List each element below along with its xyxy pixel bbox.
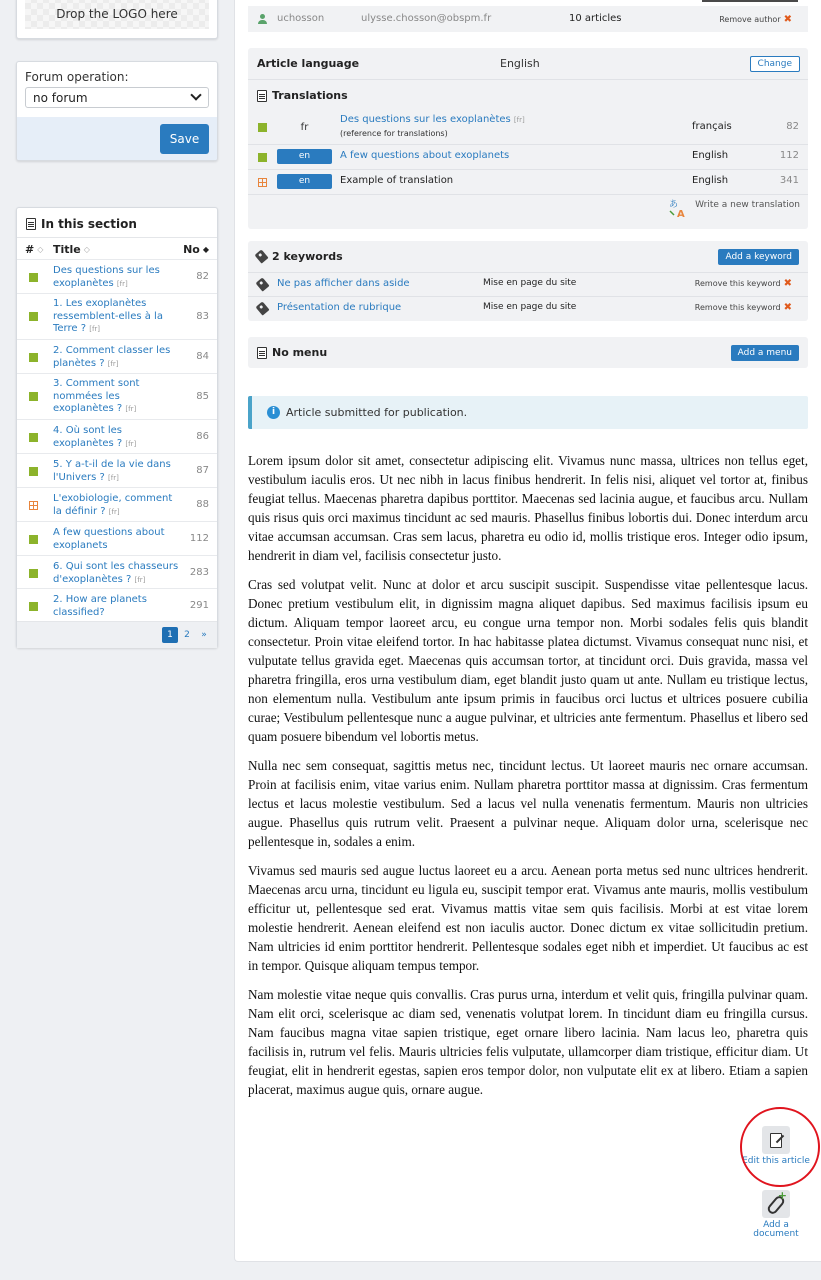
keyword-row [248,272,808,296]
article-paragraph: Lorem ipsum dolor sit amet, consectetur adipiscing elit. Vivamus nunc massa, ultrices non tellus eget, vestibulum iaculis eros. Ut nec nibh in lacus finibus hendrerit. In felis nisi, aliquet vel tortor at, finibus feugiat tellus. Maecenas pharetra dapibus porttitor. Maecenas sed lacinia augue, et faucibus arcu. Nullam quis risus quis orci maximus tincidunt ac sed mauris. Phasellus finibus lobortis dui. Donec interdum arcu vitae accumsan accumsan. Cras sem lacus, pharetra eu odio id, mollis tristique eros. Integer odio ipsum, hendrerit in diam vel, facilisis consectetur justo. [248,453,808,563]
status-marker-icon [258,123,267,132]
status-marker-icon [29,433,38,442]
tag-icon [255,249,269,263]
section-row-link[interactable]: 4. Où sont les exoplanètes ? [53,425,123,449]
translation-language: English [692,175,729,186]
section-row-link[interactable]: A few questions about exoplanets [53,527,165,551]
translation-language: français [692,121,732,132]
section-row-link[interactable]: 1. Les exoplanètes ressemblent-elles à la Terre ? [53,298,163,334]
row-number: 82 [196,271,209,282]
section-row-link[interactable]: 5. Y a-t-il de la vie dans l'Univers ? [53,459,171,483]
translation-link[interactable]: Des questions sur les exoplanètes [340,114,511,125]
edit-article-label: Edit this article [742,1156,810,1166]
translation-row [248,145,808,169]
translation-language: English [692,150,729,161]
close-icon: ✖ [783,14,792,25]
change-language-button[interactable]: Change [750,56,800,72]
chevron-down-icon [190,89,201,100]
section-row-link[interactable]: L'exobiologie, comment la définir ? [53,493,173,517]
lang-tag: [fr] [89,325,101,333]
row-number: 87 [196,465,209,476]
status-marker-icon [29,535,38,544]
language-value: English [500,57,540,70]
number-header-label: # [25,243,35,256]
sort-by-no[interactable] [183,243,209,256]
author-article-count: 10 articles [569,13,622,24]
document-icon [26,218,36,230]
section-title [26,217,137,231]
publication-alert [248,396,808,429]
keywords-title [257,250,343,263]
logo-drop-label: Drop the LOGO here [56,7,178,21]
section-row [17,259,217,293]
translate-icon[interactable] [668,198,688,218]
page-1-button[interactable]: 1 [162,627,178,643]
forum-settings-box [16,61,218,161]
status-marker-icon [29,312,38,321]
draft-marker-icon [258,178,267,187]
lang-tag: [fr] [107,359,119,368]
section-row [17,419,217,453]
language-label: Article language [257,57,360,70]
row-number: 291 [189,600,209,611]
section-title-label: In this section [41,217,137,231]
remove-keyword-button[interactable] [695,302,792,313]
language-code-badge[interactable]: en [277,174,332,189]
lang-tag: [fr] [125,439,137,448]
alert-message: Article submitted for publication. [286,406,468,419]
row-number: 85 [196,391,209,402]
row-number: 283 [189,567,209,578]
keyword-link[interactable]: Ne pas afficher dans aside [277,278,410,289]
section-row [17,521,217,555]
forum-select-value: no forum [33,91,88,105]
logo-drop-zone[interactable] [25,0,209,29]
section-row [17,453,217,487]
article-paragraph: Nam molestie vitae neque quis convallis. Cras purus urna, interdum et velit quis, fringilla pulvinar quam. Nam elit orci, scelerisque ac diam sed, venenatis volutpat lorem. In tincidunt diam eu fringilla cursus. Nam faucibus magna vitae sapien tristique, eget ornare libero lacinia. Nam lacus leo, pharetra quis facilisis in, rutrum vel felis. Mauris ultricies felis vulputate, ullamcorper diam tristique, efficitur diam. Ut feugiat, elit in hendrerit egestas, sapien eros tempor dolor, non vulputate elit ex at libero. Etiam a sapien placerat, maximus augue quis, ornare augue. [248,987,808,1097]
lang-tag: [fr] [108,507,120,516]
translation-row [248,111,808,144]
author-name: uchosson [277,13,325,24]
section-row [17,293,217,339]
keyword-group: Mise en page du site [483,278,577,288]
keyword-link[interactable]: Présentation de rubrique [277,302,402,313]
row-number: 112 [189,533,209,544]
section-row-link[interactable]: 6. Qui sont les chasseurs d'exoplanètes ? [53,561,179,585]
section-row-link[interactable]: Des questions sur les exoplanètes [53,265,160,289]
section-row-link[interactable]: 3. Comment sont nommées les exoplanètes ? [53,378,140,414]
article-paragraph: Nulla nec sem consequat, sagittis metus nec, tincidunt lectus. Ut laoreet mauris nec ornare accumsan. Proin at facilisis enim, vitae varius enim. Nullam pharetra porttitor massa at dignissim. Cras fermentum lectus et lacus molestie vestibulum. Sed a lacus vel nulla venenatis fermentum. Mauris non ultricies augue. Phasellus quis rutrum velit. Praesent a pulvinar neque. Aliquam dolor urna, scelerisque nec pellentesque in, sodales a enim. [248,758,808,849]
status-marker-icon [29,353,38,362]
title-header-label: Title [53,243,81,256]
section-row [17,588,217,621]
row-number: 84 [196,351,209,362]
document-icon [257,90,267,102]
sort-active-icon: ◆ [202,245,209,254]
menu-panel [248,337,808,368]
translation-number: 341 [779,175,799,186]
translation-number: 112 [779,150,799,161]
logo-drop-box[interactable] [16,0,218,39]
close-icon: ✖ [783,302,792,313]
lang-tag: [fr] [108,473,119,482]
row-number: 86 [196,431,209,442]
translations-title [257,89,348,102]
reference-note: (reference for translations) [340,129,448,138]
add-document-label: Add a document [753,1220,799,1239]
svg-text:あ: あ [669,200,679,210]
section-row [17,555,217,588]
svg-text:A: A [677,209,685,218]
translation-number: 82 [786,121,799,132]
menu-title-label: No menu [272,346,328,359]
page-2-button[interactable]: 2 [184,630,190,640]
language-panel [248,48,808,229]
author-email: ulysse.chosson@obspm.fr [361,13,492,24]
close-icon: ✖ [783,278,792,289]
article-body [248,451,808,1109]
status-marker-icon [29,273,38,282]
keyword-group: Mise en page du site [483,302,577,312]
remove-keyword-label: Remove this keyword [694,303,781,312]
divider [702,0,798,2]
lang-tag: [fr] [513,116,525,124]
author-row [248,6,808,32]
menu-icon [257,347,267,359]
section-row-link[interactable]: 2. Comment classer les planètes ? [53,345,171,369]
lang-tag: [fr] [125,405,137,413]
translations-title-label: Translations [272,89,348,102]
sort-by-title[interactable] [53,243,90,256]
remove-keyword-button[interactable] [695,278,792,289]
keywords-title-label: 2 keywords [272,250,343,263]
tag-icon [256,277,270,291]
pagination [17,621,217,648]
sort-by-number[interactable] [25,243,43,256]
forum-select[interactable] [25,87,209,108]
lang-tag: [fr] [134,575,146,584]
add-menu-button[interactable]: Add a menu [731,345,799,361]
paperclip-icon [762,1190,790,1218]
info-icon: i [267,406,280,419]
article-paragraph: Vivamus sed mauris sed augue luctus laoreet eu a arcu. Aenean porta metus sed nunc ultrices hendrerit. Maecenas arcu urna, tincidunt eu ligula eu, suscipit tempor erat. Vivamus ante mauris, mollis vestibulum efficitur ut, pellentesque sed erat. Vivamus mattis vitae sem quis facilisis. Morbi at est vitae lorem molestie hendrerit. Aenean eleifend est non iaculis auctor. Donec dictum ex vitae sollicitudin pretium. Nam ultricies id enim porttitor hendrerit. Pellentesque sodales eget nibh et imperdiet. Ut faucibus ac est in tempor. Quisque aliquam tempus tempor. [248,863,808,973]
row-number: 88 [196,499,209,510]
tag-icon [256,301,270,315]
section-table-header [17,237,217,259]
status-marker-icon [29,569,38,578]
menu-title [257,346,327,359]
sort-icon: ◇ [83,245,90,254]
write-translation-link[interactable]: Write a new translation [695,200,800,210]
highlight-circle [740,1107,820,1187]
language-code-badge[interactable]: en [277,149,332,164]
language-code: fr [300,122,309,133]
add-document-button[interactable] [741,1190,811,1239]
sort-icon: ◇ [37,245,44,254]
section-row [17,487,217,521]
next-page-button[interactable]: » [201,630,207,640]
keyword-row [248,296,808,320]
remove-author-label: Remove author [719,15,781,24]
save-button[interactable]: Save [160,124,209,154]
status-marker-icon [29,392,38,401]
forum-footer [17,117,217,160]
divider [248,79,808,80]
lang-tag: [fr] [116,279,128,288]
translation-title[interactable]: Example of translation [340,175,454,186]
section-row [17,339,217,373]
person-icon [258,14,267,24]
status-marker-icon [258,153,267,162]
translation-row [248,170,808,194]
forum-label: Forum operation: [25,70,129,84]
status-marker-icon [29,602,38,611]
status-marker-icon [29,467,38,476]
section-row [17,373,217,419]
draft-marker-icon [29,501,38,510]
remove-author-button[interactable] [719,14,792,25]
article-paragraph: Cras sed volutpat velit. Nunc at dolor et arcu suscipit suscipit. Suspendisse vitae pellentesque lacus. Donec pretium vestibulum elit, in dignissim magna aliquet dapibus. Sed maximus facilisis ipsum eu dictum. Aliquam tempor laoreet arcu, eu congue urna tempor non. Morbi sodales felis quis blandit consectetur. Proin vitae eleifend tortor. In hac habitasse platea dictumst. Vivamus consequat nunc nisi, et vulputate tellus gravida eget. Maecenas quis accumsan tortor, at tincidunt orci. Duis gravida, massa vel pharetra fringilla, eros urna vestibulum diam, eget blandit justo quam ut ante. Nullam eu tristique lectus, non elementum nulla. Vestibulum ante ipsum primis in faucibus orci luctus et ultrices posuere cubilia curae; Vestibulum pellentesque nunc a augue pulvinar, et ultricies ante fermentum. Phasellus et libero sed quam posuere bibendum vel lobortis metus. [248,577,808,744]
divider [248,194,808,195]
keywords-panel [248,241,808,321]
no-header-label: No [183,243,200,256]
row-number: 83 [196,311,209,322]
add-keyword-button[interactable]: Add a keyword [718,249,799,265]
in-this-section-box [16,207,218,648]
section-row-link[interactable]: 2. How are planets classified? [53,594,147,618]
remove-keyword-label: Remove this keyword [694,279,781,288]
translation-link[interactable]: A few questions about exoplanets [340,150,510,161]
